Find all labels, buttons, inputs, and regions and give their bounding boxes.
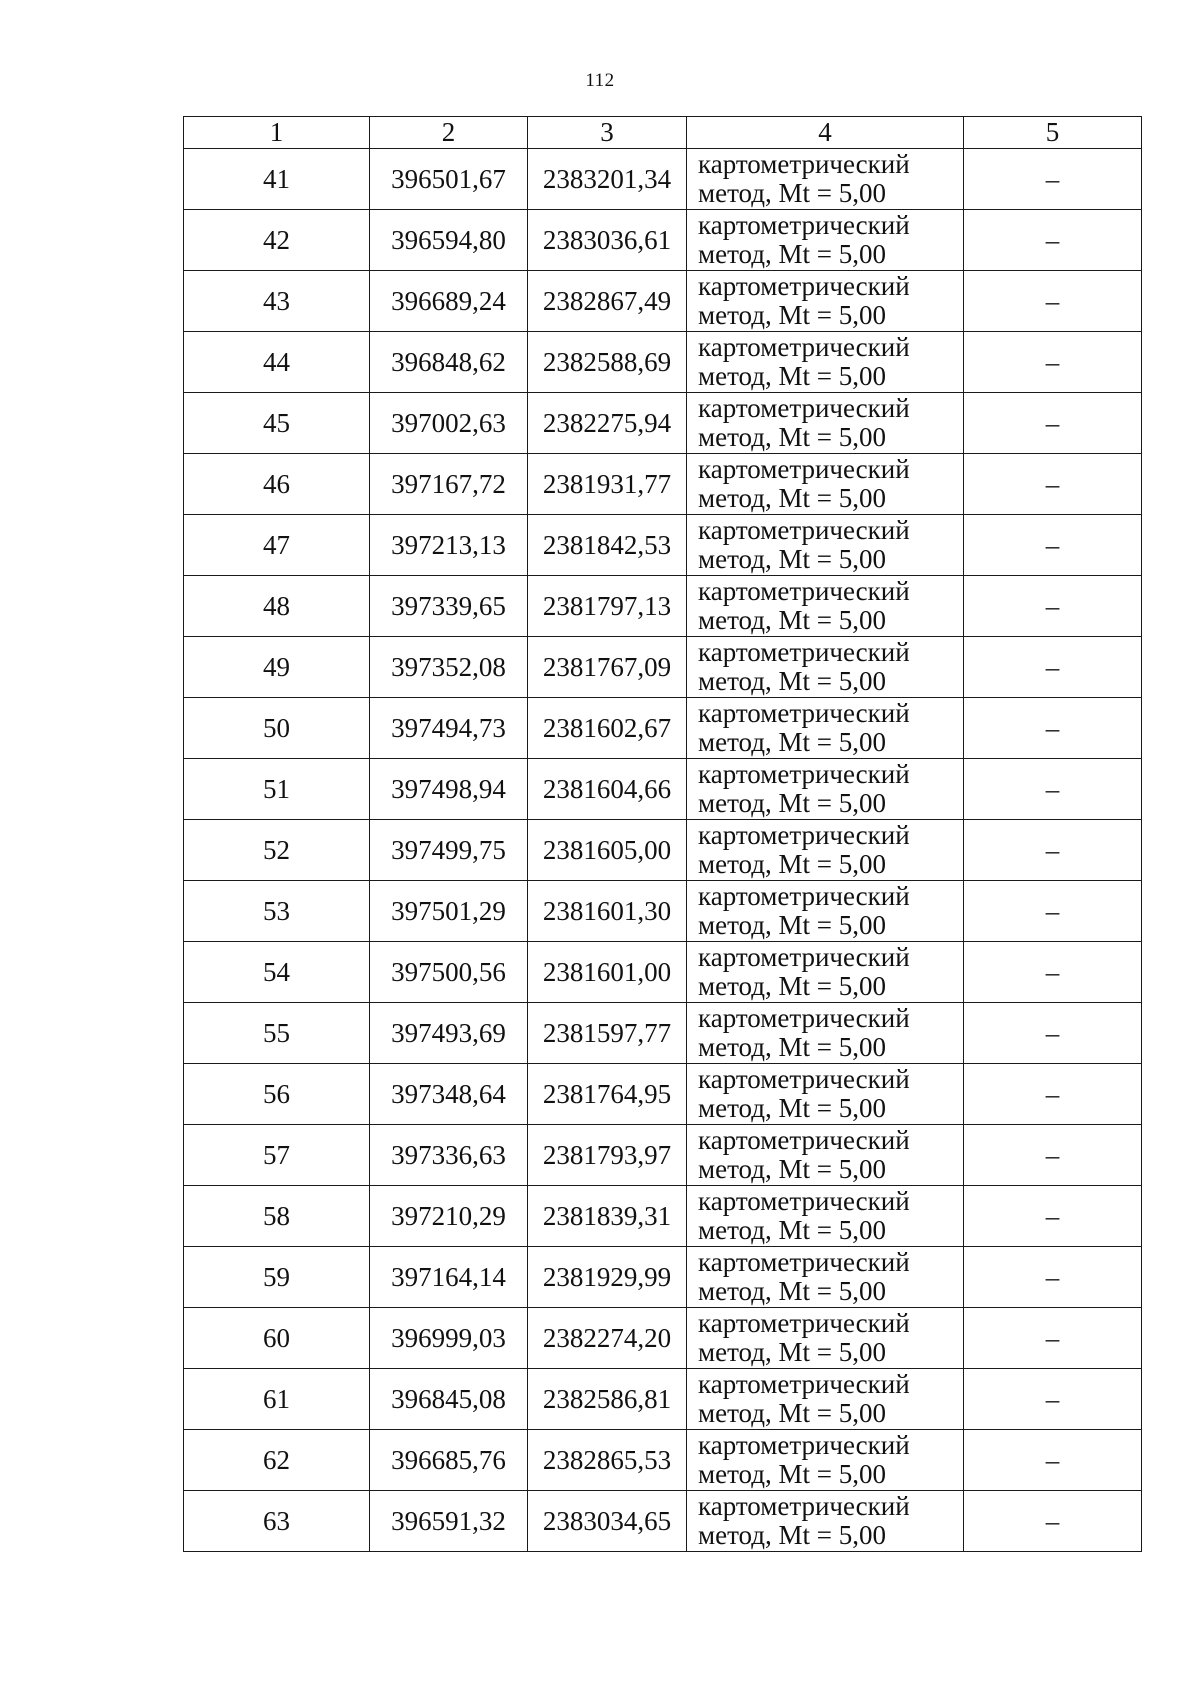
method-line-1: картометрический xyxy=(698,637,910,667)
header-col-5: 5 xyxy=(964,117,1142,149)
header-col-1: 1 xyxy=(184,117,370,149)
x-coordinate-cell: 397210,29 xyxy=(370,1186,528,1247)
method-cell xyxy=(687,1003,964,1064)
method-cell xyxy=(687,1369,964,1430)
table-row xyxy=(184,1064,1142,1125)
x-coordinate-cell: 396591,32 xyxy=(370,1491,528,1552)
method-cell xyxy=(687,1186,964,1247)
method-line-1: картометрический xyxy=(698,1125,910,1155)
point-number-cell: 51 xyxy=(184,759,370,820)
table-row xyxy=(184,820,1142,881)
table-row xyxy=(184,576,1142,637)
x-coordinate-cell: 397348,64 xyxy=(370,1064,528,1125)
coordinates-table xyxy=(183,116,1142,1552)
table-row xyxy=(184,515,1142,576)
point-number-cell: 56 xyxy=(184,1064,370,1125)
method-line-1: картометрический xyxy=(698,942,910,972)
table-row xyxy=(184,454,1142,515)
table-header xyxy=(184,117,1142,149)
table-row xyxy=(184,393,1142,454)
method-cell xyxy=(687,210,964,271)
note-cell: – xyxy=(964,637,1142,698)
table-row xyxy=(184,1430,1142,1491)
method-line-2: метод, Mt = 5,00 xyxy=(698,1276,886,1306)
y-coordinate-cell: 2381604,66 xyxy=(528,759,687,820)
header-col-2: 2 xyxy=(370,117,528,149)
table-row xyxy=(184,637,1142,698)
method-cell xyxy=(687,820,964,881)
note-cell: – xyxy=(964,1064,1142,1125)
method-line-2: метод, Mt = 5,00 xyxy=(698,910,886,940)
y-coordinate-cell: 2381764,95 xyxy=(528,1064,687,1125)
note-cell: – xyxy=(964,698,1142,759)
y-coordinate-cell: 2381931,77 xyxy=(528,454,687,515)
note-cell: – xyxy=(964,1003,1142,1064)
x-coordinate-cell: 396999,03 xyxy=(370,1308,528,1369)
point-number-cell: 59 xyxy=(184,1247,370,1308)
page-number: 112 xyxy=(585,70,615,91)
table-row xyxy=(184,1186,1142,1247)
note-cell: – xyxy=(964,576,1142,637)
note-cell: – xyxy=(964,759,1142,820)
method-line-2: метод, Mt = 5,00 xyxy=(698,1520,886,1550)
method-cell xyxy=(687,454,964,515)
x-coordinate-cell: 396501,67 xyxy=(370,149,528,210)
point-number-cell: 58 xyxy=(184,1186,370,1247)
x-coordinate-cell: 396845,08 xyxy=(370,1369,528,1430)
method-line-1: картометрический xyxy=(698,698,910,728)
table-row xyxy=(184,1308,1142,1369)
x-coordinate-cell: 397336,63 xyxy=(370,1125,528,1186)
note-cell: – xyxy=(964,1247,1142,1308)
method-cell xyxy=(687,637,964,698)
note-cell: – xyxy=(964,1369,1142,1430)
note-cell: – xyxy=(964,149,1142,210)
y-coordinate-cell: 2381605,00 xyxy=(528,820,687,881)
y-coordinate-cell: 2381767,09 xyxy=(528,637,687,698)
x-coordinate-cell: 397339,65 xyxy=(370,576,528,637)
table-row xyxy=(184,1125,1142,1186)
method-line-2: метод, Mt = 5,00 xyxy=(698,605,886,635)
y-coordinate-cell: 2381793,97 xyxy=(528,1125,687,1186)
y-coordinate-cell: 2381842,53 xyxy=(528,515,687,576)
y-coordinate-cell: 2382867,49 xyxy=(528,271,687,332)
y-coordinate-cell: 2381602,67 xyxy=(528,698,687,759)
point-number-cell: 41 xyxy=(184,149,370,210)
method-line-1: картометрический xyxy=(698,332,910,362)
point-number-cell: 43 xyxy=(184,271,370,332)
table-row xyxy=(184,1369,1142,1430)
table-row xyxy=(184,1247,1142,1308)
method-line-1: картометрический xyxy=(698,1430,910,1460)
method-line-2: метод, Mt = 5,00 xyxy=(698,1459,886,1489)
x-coordinate-cell: 396594,80 xyxy=(370,210,528,271)
x-coordinate-cell: 397213,13 xyxy=(370,515,528,576)
x-coordinate-cell: 397493,69 xyxy=(370,1003,528,1064)
table-row xyxy=(184,149,1142,210)
table-row xyxy=(184,1491,1142,1552)
note-cell: – xyxy=(964,393,1142,454)
point-number-cell: 46 xyxy=(184,454,370,515)
method-line-2: метод, Mt = 5,00 xyxy=(698,1337,886,1367)
y-coordinate-cell: 2381597,77 xyxy=(528,1003,687,1064)
note-cell: – xyxy=(964,271,1142,332)
method-line-2: метод, Mt = 5,00 xyxy=(698,178,886,208)
method-cell xyxy=(687,393,964,454)
point-number-cell: 53 xyxy=(184,881,370,942)
method-line-1: картометрический xyxy=(698,149,910,179)
point-number-cell: 62 xyxy=(184,1430,370,1491)
method-line-2: метод, Mt = 5,00 xyxy=(698,483,886,513)
note-cell: – xyxy=(964,1491,1142,1552)
table-row xyxy=(184,698,1142,759)
method-line-1: картометрический xyxy=(698,210,910,240)
method-line-2: метод, Mt = 5,00 xyxy=(698,1154,886,1184)
method-cell xyxy=(687,271,964,332)
x-coordinate-cell: 396689,24 xyxy=(370,271,528,332)
method-line-1: картометрический xyxy=(698,1064,910,1094)
y-coordinate-cell: 2381929,99 xyxy=(528,1247,687,1308)
note-cell: – xyxy=(964,881,1142,942)
method-line-1: картометрический xyxy=(698,1186,910,1216)
header-col-3: 3 xyxy=(528,117,687,149)
note-cell: – xyxy=(964,1186,1142,1247)
method-cell xyxy=(687,1430,964,1491)
note-cell: – xyxy=(964,942,1142,1003)
point-number-cell: 45 xyxy=(184,393,370,454)
method-line-1: картометрический xyxy=(698,515,910,545)
method-line-1: картометрический xyxy=(698,1369,910,1399)
note-cell: – xyxy=(964,210,1142,271)
y-coordinate-cell: 2383034,65 xyxy=(528,1491,687,1552)
method-line-2: метод, Mt = 5,00 xyxy=(698,544,886,574)
point-number-cell: 47 xyxy=(184,515,370,576)
method-cell xyxy=(687,1125,964,1186)
x-coordinate-cell: 397500,56 xyxy=(370,942,528,1003)
method-line-1: картометрический xyxy=(698,1308,910,1338)
header-col-4: 4 xyxy=(687,117,964,149)
y-coordinate-cell: 2381839,31 xyxy=(528,1186,687,1247)
method-line-1: картометрический xyxy=(698,820,910,850)
method-line-1: картометрический xyxy=(698,393,910,423)
method-line-1: картометрический xyxy=(698,759,910,789)
point-number-cell: 63 xyxy=(184,1491,370,1552)
header-row xyxy=(184,117,1142,149)
method-line-2: метод, Mt = 5,00 xyxy=(698,1398,886,1428)
table-row xyxy=(184,942,1142,1003)
point-number-cell: 44 xyxy=(184,332,370,393)
method-line-2: метод, Mt = 5,00 xyxy=(698,727,886,757)
note-cell: – xyxy=(964,454,1142,515)
point-number-cell: 50 xyxy=(184,698,370,759)
x-coordinate-cell: 397352,08 xyxy=(370,637,528,698)
method-line-1: картометрический xyxy=(698,1491,910,1521)
y-coordinate-cell: 2382588,69 xyxy=(528,332,687,393)
y-coordinate-cell: 2381601,00 xyxy=(528,942,687,1003)
x-coordinate-cell: 396685,76 xyxy=(370,1430,528,1491)
method-line-1: картометрический xyxy=(698,576,910,606)
x-coordinate-cell: 397494,73 xyxy=(370,698,528,759)
method-line-2: метод, Mt = 5,00 xyxy=(698,361,886,391)
note-cell: – xyxy=(964,1308,1142,1369)
method-cell xyxy=(687,576,964,637)
table-row xyxy=(184,1003,1142,1064)
x-coordinate-cell: 397499,75 xyxy=(370,820,528,881)
y-coordinate-cell: 2381601,30 xyxy=(528,881,687,942)
method-line-1: картометрический xyxy=(698,271,910,301)
point-number-cell: 52 xyxy=(184,820,370,881)
point-number-cell: 55 xyxy=(184,1003,370,1064)
x-coordinate-cell: 396848,62 xyxy=(370,332,528,393)
point-number-cell: 57 xyxy=(184,1125,370,1186)
method-line-2: метод, Mt = 5,00 xyxy=(698,422,886,452)
y-coordinate-cell: 2382275,94 xyxy=(528,393,687,454)
note-cell: – xyxy=(964,1430,1142,1491)
y-coordinate-cell: 2382274,20 xyxy=(528,1308,687,1369)
method-line-2: метод, Mt = 5,00 xyxy=(698,239,886,269)
y-coordinate-cell: 2383036,61 xyxy=(528,210,687,271)
table-row xyxy=(184,271,1142,332)
note-cell: – xyxy=(964,1125,1142,1186)
y-coordinate-cell: 2381797,13 xyxy=(528,576,687,637)
method-line-2: метод, Mt = 5,00 xyxy=(698,666,886,696)
x-coordinate-cell: 397167,72 xyxy=(370,454,528,515)
method-cell xyxy=(687,515,964,576)
x-coordinate-cell: 397002,63 xyxy=(370,393,528,454)
method-cell xyxy=(687,149,964,210)
method-cell xyxy=(687,759,964,820)
x-coordinate-cell: 397501,29 xyxy=(370,881,528,942)
table-row xyxy=(184,332,1142,393)
method-line-2: метод, Mt = 5,00 xyxy=(698,300,886,330)
point-number-cell: 42 xyxy=(184,210,370,271)
method-cell xyxy=(687,1247,964,1308)
method-line-1: картометрический xyxy=(698,1003,910,1033)
note-cell: – xyxy=(964,820,1142,881)
note-cell: – xyxy=(964,515,1142,576)
method-cell xyxy=(687,1308,964,1369)
point-number-cell: 54 xyxy=(184,942,370,1003)
method-line-2: метод, Mt = 5,00 xyxy=(698,971,886,1001)
point-number-cell: 49 xyxy=(184,637,370,698)
table-body xyxy=(184,149,1142,1552)
y-coordinate-cell: 2383201,34 xyxy=(528,149,687,210)
method-line-1: картометрический xyxy=(698,454,910,484)
y-coordinate-cell: 2382586,81 xyxy=(528,1369,687,1430)
method-line-2: метод, Mt = 5,00 xyxy=(698,1032,886,1062)
note-cell: – xyxy=(964,332,1142,393)
method-line-2: метод, Mt = 5,00 xyxy=(698,788,886,818)
method-line-2: метод, Mt = 5,00 xyxy=(698,1093,886,1123)
method-cell xyxy=(687,332,964,393)
method-line-2: метод, Mt = 5,00 xyxy=(698,849,886,879)
method-cell xyxy=(687,1064,964,1125)
y-coordinate-cell: 2382865,53 xyxy=(528,1430,687,1491)
method-line-2: метод, Mt = 5,00 xyxy=(698,1215,886,1245)
method-cell xyxy=(687,1491,964,1552)
x-coordinate-cell: 397164,14 xyxy=(370,1247,528,1308)
point-number-cell: 61 xyxy=(184,1369,370,1430)
method-cell xyxy=(687,942,964,1003)
point-number-cell: 60 xyxy=(184,1308,370,1369)
method-cell xyxy=(687,881,964,942)
point-number-cell: 48 xyxy=(184,576,370,637)
table-row xyxy=(184,759,1142,820)
method-cell xyxy=(687,698,964,759)
method-line-1: картометрический xyxy=(698,1247,910,1277)
table-row xyxy=(184,881,1142,942)
method-line-1: картометрический xyxy=(698,881,910,911)
x-coordinate-cell: 397498,94 xyxy=(370,759,528,820)
table-row xyxy=(184,210,1142,271)
